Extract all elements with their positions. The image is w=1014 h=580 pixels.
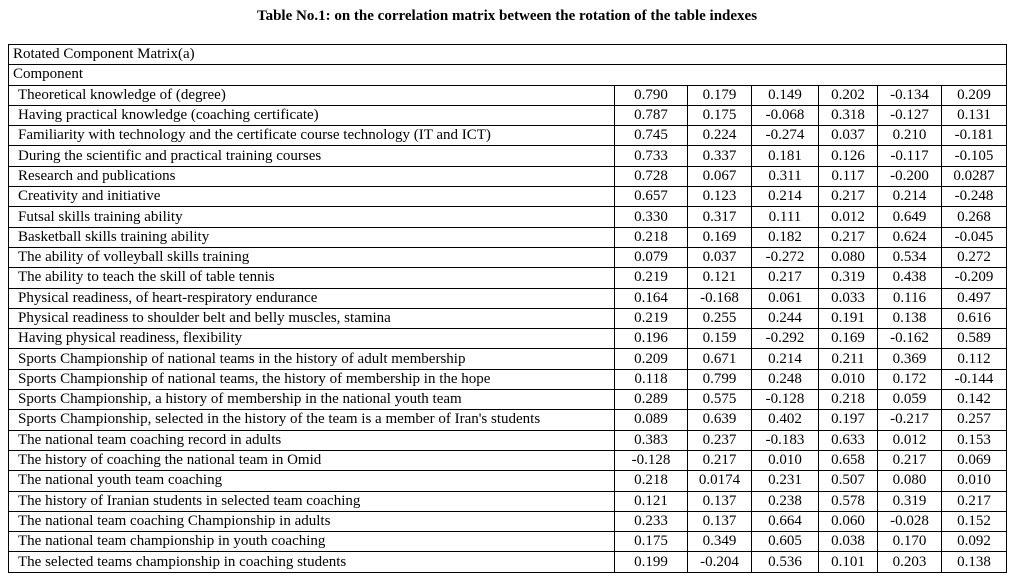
value-cell: 0.199 xyxy=(615,552,688,572)
value-cell: 0.238 xyxy=(752,491,819,511)
value-cell: 0.649 xyxy=(878,207,942,227)
value-cell: -0.181 xyxy=(942,126,1007,146)
row-label: Creativity and initiative xyxy=(9,187,615,207)
value-cell: -0.105 xyxy=(942,146,1007,166)
row-label: During the scientific and practical training courses xyxy=(9,146,615,166)
value-cell: 0.664 xyxy=(752,511,819,531)
value-cell: 0.337 xyxy=(688,146,752,166)
row-label: The history of coaching the national team in Omid xyxy=(9,450,615,470)
value-cell: 0.012 xyxy=(819,207,878,227)
row-label: Sports Championship of national teams in the history of adult membership xyxy=(9,349,615,369)
value-cell: -0.217 xyxy=(878,410,942,430)
value-cell: 0.217 xyxy=(878,450,942,470)
value-cell: 0.658 xyxy=(819,450,878,470)
caption-cell: Rotated Component Matrix(a) xyxy=(9,45,1007,65)
value-cell: 0.217 xyxy=(819,187,878,207)
value-cell: 0.217 xyxy=(752,268,819,288)
value-cell: 0.317 xyxy=(688,207,752,227)
value-cell: 0.210 xyxy=(878,126,942,146)
row-label: The national youth team coaching xyxy=(9,471,615,491)
table-title: Table No.1: on the correlation matrix between the rotation of the table indexes xyxy=(256,8,758,24)
value-cell: 0.118 xyxy=(615,369,688,389)
value-cell: 0.248 xyxy=(752,369,819,389)
value-cell: 0.121 xyxy=(615,491,688,511)
value-cell: 0.214 xyxy=(752,349,819,369)
value-cell: 0.137 xyxy=(688,511,752,531)
value-cell: 0.196 xyxy=(615,329,688,349)
value-cell: -0.117 xyxy=(878,146,942,166)
value-cell: 0.079 xyxy=(615,247,688,267)
value-cell: -0.209 xyxy=(942,268,1007,288)
value-cell: 0.152 xyxy=(942,511,1007,531)
value-cell: -0.248 xyxy=(942,187,1007,207)
value-cell: 0.639 xyxy=(688,410,752,430)
table-row xyxy=(9,390,1007,410)
value-cell: 0.257 xyxy=(942,410,1007,430)
value-cell: 0.209 xyxy=(615,349,688,369)
value-cell: 0.112 xyxy=(942,349,1007,369)
table-row xyxy=(9,85,1007,105)
value-cell: 0.138 xyxy=(942,552,1007,572)
value-cell: 0.244 xyxy=(752,308,819,328)
table-row xyxy=(9,146,1007,166)
value-cell: 0.657 xyxy=(615,187,688,207)
rotated-component-matrix-table xyxy=(8,44,1007,573)
value-cell: 0.233 xyxy=(615,511,688,531)
row-label: Having physical readiness, flexibility xyxy=(9,329,615,349)
value-cell: 0.182 xyxy=(752,227,819,247)
value-cell: 0.126 xyxy=(819,146,878,166)
value-cell: 0.116 xyxy=(878,288,942,308)
value-cell: 0.255 xyxy=(688,308,752,328)
value-cell: -0.144 xyxy=(942,369,1007,389)
table-row xyxy=(9,450,1007,470)
value-cell: 0.214 xyxy=(752,187,819,207)
value-cell: 0.790 xyxy=(615,85,688,105)
value-cell: -0.200 xyxy=(878,166,942,186)
value-cell: 0.438 xyxy=(878,268,942,288)
value-cell: -0.068 xyxy=(752,105,819,125)
value-cell: -0.168 xyxy=(688,288,752,308)
value-cell: 0.319 xyxy=(878,491,942,511)
row-label: The ability of volleyball skills training xyxy=(9,247,615,267)
value-cell: 0.369 xyxy=(878,349,942,369)
value-cell: 0.787 xyxy=(615,105,688,125)
value-cell: -0.134 xyxy=(878,85,942,105)
table-row xyxy=(9,430,1007,450)
value-cell: 0.578 xyxy=(819,491,878,511)
row-label: The selected teams championship in coaching students xyxy=(9,552,615,572)
table-row xyxy=(9,227,1007,247)
subcaption-row xyxy=(9,65,1007,85)
value-cell: -0.127 xyxy=(878,105,942,125)
value-cell: 0.172 xyxy=(878,369,942,389)
value-cell: 0.318 xyxy=(819,105,878,125)
value-cell: 0.218 xyxy=(819,390,878,410)
value-cell: 0.149 xyxy=(752,85,819,105)
row-label: Futsal skills training ability xyxy=(9,207,615,227)
value-cell: 0.383 xyxy=(615,430,688,450)
value-cell: 0.059 xyxy=(878,390,942,410)
value-cell: 0.0287 xyxy=(942,166,1007,186)
value-cell: 0.330 xyxy=(615,207,688,227)
table-row xyxy=(9,187,1007,207)
value-cell: 0.169 xyxy=(819,329,878,349)
value-cell: 0.349 xyxy=(688,532,752,552)
value-cell: 0.231 xyxy=(752,471,819,491)
value-cell: 0.033 xyxy=(819,288,878,308)
value-cell: 0.010 xyxy=(752,450,819,470)
value-cell: -0.045 xyxy=(942,227,1007,247)
value-cell: -0.128 xyxy=(752,390,819,410)
value-cell: 0.037 xyxy=(688,247,752,267)
value-cell: 0.289 xyxy=(615,390,688,410)
table-row xyxy=(9,532,1007,552)
value-cell: 0.219 xyxy=(615,308,688,328)
table-row xyxy=(9,471,1007,491)
value-cell: 0.080 xyxy=(878,471,942,491)
value-cell: 0.311 xyxy=(752,166,819,186)
value-cell: 0.191 xyxy=(819,308,878,328)
table-row xyxy=(9,329,1007,349)
row-label: The national team coaching record in adults xyxy=(9,430,615,450)
value-cell: 0.633 xyxy=(819,430,878,450)
value-cell: 0.214 xyxy=(878,187,942,207)
table-row xyxy=(9,207,1007,227)
value-cell: 0.067 xyxy=(688,166,752,186)
value-cell: 0.111 xyxy=(752,207,819,227)
table-row xyxy=(9,511,1007,531)
value-cell: 0.319 xyxy=(819,268,878,288)
row-label: Physical readiness, of heart-respiratory endurance xyxy=(9,288,615,308)
value-cell: 0.138 xyxy=(878,308,942,328)
value-cell: 0.169 xyxy=(688,227,752,247)
table-row xyxy=(9,369,1007,389)
row-label: The ability to teach the skill of table tennis xyxy=(9,268,615,288)
value-cell: 0.575 xyxy=(688,390,752,410)
value-cell: 0.218 xyxy=(615,471,688,491)
value-cell: -0.162 xyxy=(878,329,942,349)
value-cell: 0.197 xyxy=(819,410,878,430)
value-cell: 0.589 xyxy=(942,329,1007,349)
value-cell: -0.272 xyxy=(752,247,819,267)
value-cell: 0.123 xyxy=(688,187,752,207)
value-cell: 0.101 xyxy=(819,552,878,572)
value-cell: 0.012 xyxy=(878,430,942,450)
row-label: The national team coaching Championship in adults xyxy=(9,511,615,531)
value-cell: 0.536 xyxy=(752,552,819,572)
row-label: The history of Iranian students in selected team coaching xyxy=(9,491,615,511)
value-cell: 0.217 xyxy=(942,491,1007,511)
value-cell: 0.117 xyxy=(819,166,878,186)
value-cell: 0.175 xyxy=(688,105,752,125)
table-row xyxy=(9,552,1007,572)
value-cell: 0.010 xyxy=(942,471,1007,491)
value-cell: 0.181 xyxy=(752,146,819,166)
value-cell: 0.616 xyxy=(942,308,1007,328)
value-cell: 0.799 xyxy=(688,369,752,389)
table-row xyxy=(9,308,1007,328)
row-label: Research and publications xyxy=(9,166,615,186)
value-cell: 0.061 xyxy=(752,288,819,308)
value-cell: 0.137 xyxy=(688,491,752,511)
value-cell: 0.153 xyxy=(942,430,1007,450)
value-cell: 0.507 xyxy=(819,471,878,491)
value-cell: 0.268 xyxy=(942,207,1007,227)
table-row xyxy=(9,268,1007,288)
value-cell: 0.745 xyxy=(615,126,688,146)
table-row xyxy=(9,126,1007,146)
value-cell: 0.224 xyxy=(688,126,752,146)
table-row xyxy=(9,166,1007,186)
table-row xyxy=(9,247,1007,267)
row-label: Physical readiness to shoulder belt and belly muscles, stamina xyxy=(9,308,615,328)
value-cell: -0.204 xyxy=(688,552,752,572)
value-cell: 0.121 xyxy=(688,268,752,288)
value-cell: 0.624 xyxy=(878,227,942,247)
value-cell: 0.203 xyxy=(878,552,942,572)
row-label: Sports Championship of national teams, the history of membership in the hope xyxy=(9,369,615,389)
value-cell: 0.211 xyxy=(819,349,878,369)
value-cell: 0.237 xyxy=(688,430,752,450)
component-header-cell: Component xyxy=(9,65,1007,85)
value-cell: 0.010 xyxy=(819,369,878,389)
value-cell: 0.069 xyxy=(942,450,1007,470)
value-cell: 0.534 xyxy=(878,247,942,267)
value-cell: 0.202 xyxy=(819,85,878,105)
row-label: The national team championship in youth coaching xyxy=(9,532,615,552)
value-cell: 0.175 xyxy=(615,532,688,552)
table-row xyxy=(9,410,1007,430)
value-cell: 0.142 xyxy=(942,390,1007,410)
value-cell: 0.179 xyxy=(688,85,752,105)
value-cell: -0.292 xyxy=(752,329,819,349)
value-cell: 0.164 xyxy=(615,288,688,308)
value-cell: 0.170 xyxy=(878,532,942,552)
table-row xyxy=(9,288,1007,308)
value-cell: 0.037 xyxy=(819,126,878,146)
caption-row xyxy=(9,45,1007,65)
table-row xyxy=(9,105,1007,125)
value-cell: 0.218 xyxy=(615,227,688,247)
value-cell: 0.605 xyxy=(752,532,819,552)
row-label: Basketball skills training ability xyxy=(9,227,615,247)
row-label: Familiarity with technology and the certificate course technology (IT and ICT) xyxy=(9,126,615,146)
value-cell: 0.060 xyxy=(819,511,878,531)
value-cell: 0.733 xyxy=(615,146,688,166)
value-cell: -0.128 xyxy=(615,450,688,470)
value-cell: -0.183 xyxy=(752,430,819,450)
value-cell: 0.092 xyxy=(942,532,1007,552)
value-cell: -0.274 xyxy=(752,126,819,146)
value-cell: -0.028 xyxy=(878,511,942,531)
row-label: Having practical knowledge (coaching certificate) xyxy=(9,105,615,125)
value-cell: 0.131 xyxy=(942,105,1007,125)
value-cell: 0.080 xyxy=(819,247,878,267)
value-cell: 0.217 xyxy=(819,227,878,247)
row-label: Theoretical knowledge of (degree) xyxy=(9,85,615,105)
value-cell: 0.159 xyxy=(688,329,752,349)
value-cell: 0.209 xyxy=(942,85,1007,105)
table-row xyxy=(9,491,1007,511)
table-row xyxy=(9,349,1007,369)
value-cell: 0.217 xyxy=(688,450,752,470)
value-cell: 0.219 xyxy=(615,268,688,288)
value-cell: 0.038 xyxy=(819,532,878,552)
value-cell: 0.671 xyxy=(688,349,752,369)
value-cell: 0.272 xyxy=(942,247,1007,267)
value-cell: 0.089 xyxy=(615,410,688,430)
row-label: Sports Championship, selected in the history of the team is a member of Iran's students xyxy=(9,410,615,430)
value-cell: 0.0174 xyxy=(688,471,752,491)
value-cell: 0.728 xyxy=(615,166,688,186)
value-cell: 0.497 xyxy=(942,288,1007,308)
value-cell: 0.402 xyxy=(752,410,819,430)
row-label: Sports Championship, a history of membership in the national youth team xyxy=(9,390,615,410)
